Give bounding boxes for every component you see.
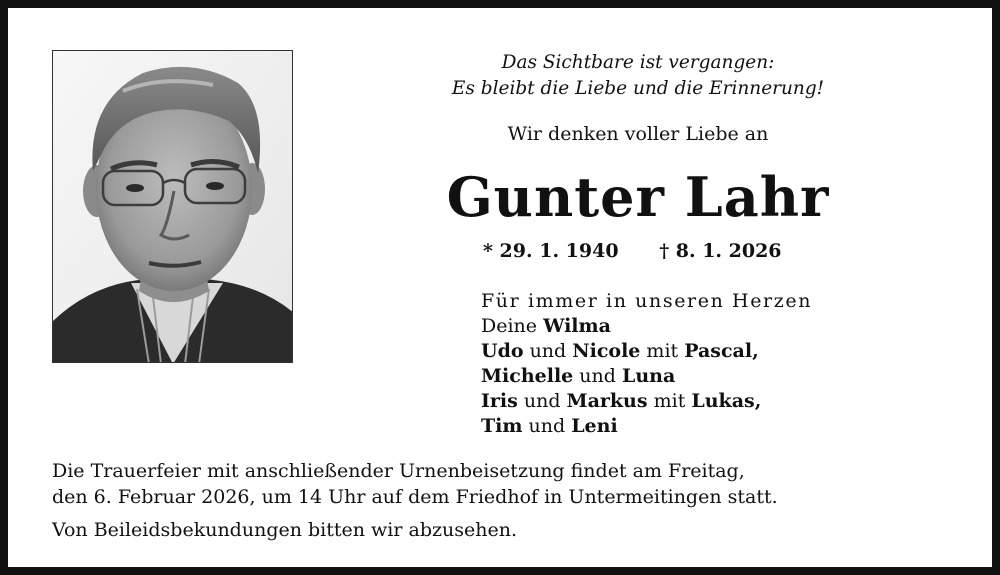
family-line [481, 389, 901, 414]
family-line [481, 364, 901, 389]
motto-line-2: Es bleibt die Liebe und die Erinnerung! [451, 78, 825, 99]
family-line [481, 314, 901, 339]
family-line [481, 414, 901, 439]
family-text: und [517, 390, 567, 412]
ceremony-line-1: Die Trauerfeier mit anschließender Urnenbeisetzung findet am Freitag, [52, 460, 745, 482]
family-member-name: Iris [481, 390, 518, 412]
family-member-name: Pascal, [684, 340, 759, 362]
portrait-photo [52, 50, 293, 363]
family-signatures [481, 289, 901, 439]
portrait-illustration [53, 51, 293, 363]
family-line [481, 339, 901, 364]
family-member-name: Luna [621, 365, 676, 387]
death-date: † 8. 1. 2026 [659, 240, 782, 262]
family-member-name: Leni [571, 415, 618, 437]
family-member-name: Wilma [543, 315, 611, 337]
family-member-name: Tim [481, 415, 523, 437]
family-member-name: Lukas, [691, 390, 762, 412]
deceased-name: Gunter Lahr [446, 165, 830, 229]
life-dates [483, 238, 803, 264]
family-member-name: Nicole [572, 340, 641, 362]
intro-text: Wir denken voller Liebe an [507, 123, 769, 145]
family-text: und [523, 340, 573, 362]
funeral-details [52, 458, 952, 543]
family-text: mit [640, 340, 685, 362]
family-text: Deine [481, 315, 544, 337]
family-member-name: Markus [566, 390, 648, 412]
ceremony-line-2: den 6. Februar 2026, um 14 Uhr auf dem Friedhof in Untermeitingen statt. [52, 486, 778, 508]
motto-line-1: Das Sichtbare ist vergangen: [501, 52, 775, 73]
family-member-name: Udo [481, 340, 524, 362]
motto-verse [388, 50, 888, 102]
birth-date: * 29. 1. 1940 [483, 240, 619, 262]
family-heading: Für immer in unseren Herzen [481, 290, 813, 312]
family-member-name: Michelle [481, 365, 574, 387]
family-text: mit [647, 390, 692, 412]
family-text: und [573, 365, 622, 387]
family-text: und [522, 415, 572, 437]
condolence-note: Von Beileidsbekundungen bitten wir abzusehen. [52, 519, 517, 541]
